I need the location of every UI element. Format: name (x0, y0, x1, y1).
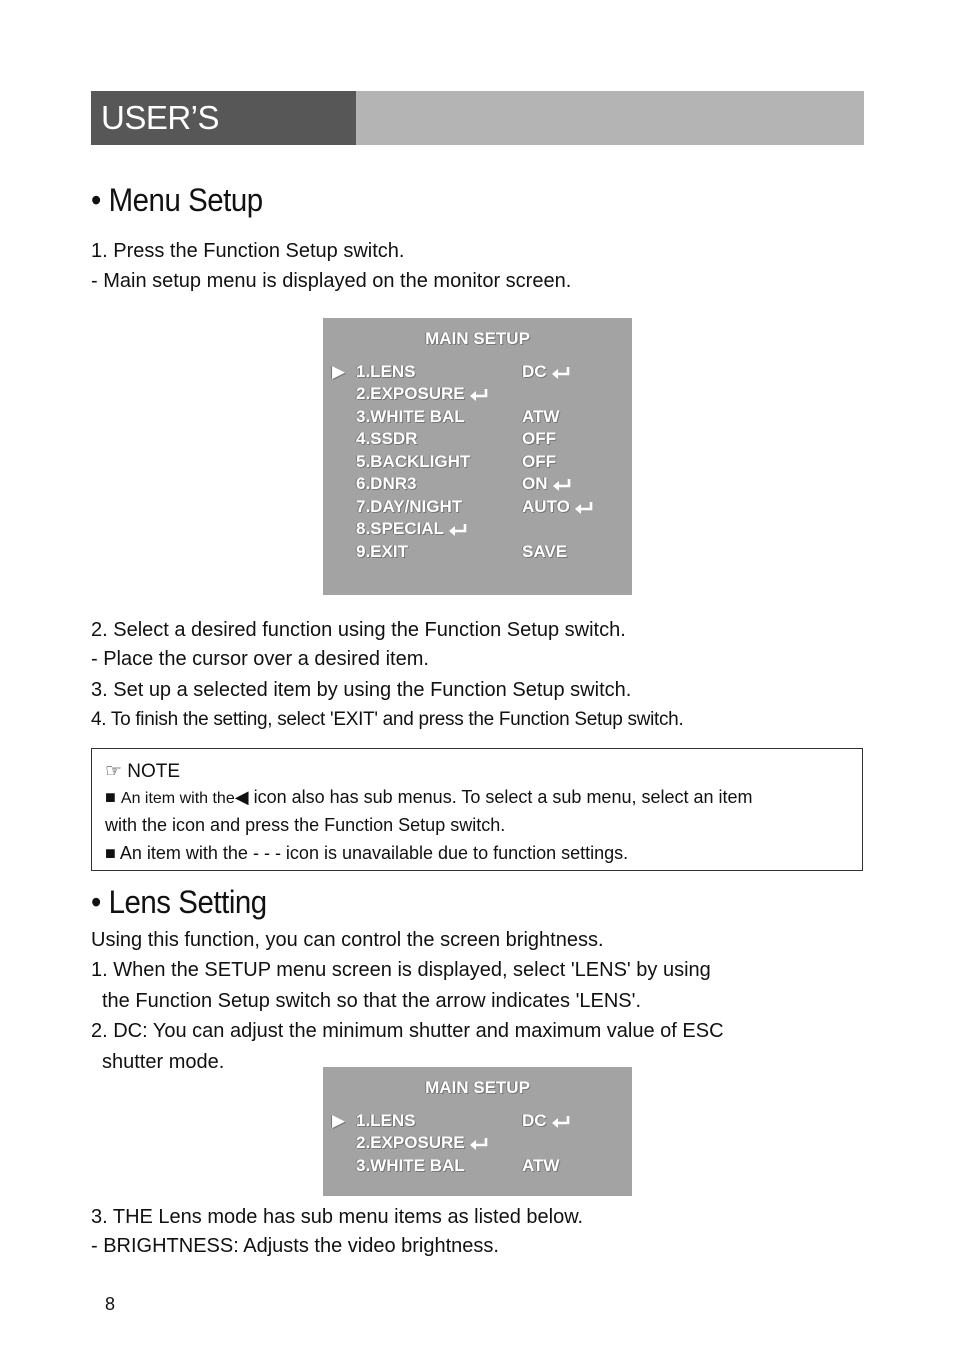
lens-step-1b: the Function Setup switch so that the arrow indicates 'LENS'. (102, 990, 642, 1012)
return-icon (552, 478, 572, 492)
menu-step-1-detail: - Main setup menu is displayed on the monitor screen. (91, 270, 572, 292)
osd-item-exit: 9.EXIT (356, 542, 408, 561)
note-line-2: with the icon and press the Function Setup switch. (105, 815, 506, 835)
osd-value-backlight: OFF (522, 452, 556, 471)
osd-value-white-bal: ATW (522, 1156, 560, 1175)
return-icon (469, 388, 489, 402)
bullet-icon: ■ (105, 843, 116, 863)
menu-setup-title: • Menu Setup (91, 182, 263, 218)
osd-item-white-bal: 3.WHITE BAL (356, 1156, 465, 1175)
osd-item-white-bal: 3.WHITE BAL (356, 407, 465, 426)
menu-step-2: 2. Select a desired function using the Function Setup switch. (91, 619, 626, 641)
osd-item-dnr3: 6.DNR3 (356, 474, 417, 493)
note-heading: ☞ NOTE (105, 761, 181, 782)
menu-step-2-detail: - Place the cursor over a desired item. (91, 648, 429, 670)
osd-item-exposure: 2.EXPOSURE (356, 384, 489, 404)
osd-value-lens: DC (522, 362, 571, 382)
lens-intro: Using this function, you can control the screen brightness. (91, 929, 604, 951)
lens-setting-title: • Lens Setting (91, 884, 267, 920)
lens-step-3: 3. THE Lens mode has sub menu items as listed below. (91, 1206, 584, 1228)
osd-value-white-bal: ATW (522, 407, 560, 426)
cursor-icon: ▶ (332, 362, 346, 381)
cursor-icon: ▶ (332, 1111, 346, 1130)
menu-step-1: 1. Press the Function Setup switch. (91, 240, 405, 262)
osd-item-exposure: 2.EXPOSURE (356, 1133, 489, 1153)
page-number: 8 (105, 1294, 116, 1314)
osd-value-dnr3: ON (522, 474, 572, 494)
header-title: USER’S MANUAL (91, 91, 356, 145)
osd-lens-setup (323, 1067, 632, 1196)
osd-item-backlight: 5.BACKLIGHT (356, 452, 471, 471)
return-icon (469, 1137, 489, 1151)
osd-item-lens: 1.LENS (356, 362, 416, 381)
note-box (91, 748, 863, 871)
bullet-icon: ■ (105, 787, 116, 807)
osd-value-day-night: AUTO (522, 497, 594, 517)
osd-value-exit: SAVE (522, 542, 568, 561)
osd-title: MAIN SETUP (425, 329, 530, 348)
osd-value-ssdr: OFF (522, 429, 556, 448)
return-icon (551, 1115, 571, 1129)
return-icon (574, 501, 594, 515)
note-line-1: ■ An item with the◀ icon also has sub menus. To select a sub menu, select an item (105, 787, 753, 807)
return-icon (448, 523, 468, 537)
osd-value-lens: DC (522, 1111, 571, 1131)
submenu-arrow-icon: ◀ (234, 787, 249, 807)
osd-item-day-night: 7.DAY/NIGHT (356, 497, 463, 516)
osd-item-ssdr: 4.SSDR (356, 429, 418, 448)
lens-step-1a: 1. When the SETUP menu screen is displayed, select 'LENS' by using (91, 959, 711, 981)
note-line-3: ■ An item with the - - - icon is unavailable due to function settings. (105, 843, 629, 863)
lens-brightness: - BRIGHTNESS: Adjusts the video brightness. (91, 1235, 499, 1257)
menu-step-3: 3. Set up a selected item by using the Function Setup switch. (91, 679, 632, 701)
menu-step-4: 4. To finish the setting, select 'EXIT' and press the Function Setup switch. (91, 709, 684, 730)
osd-main-setup (323, 318, 632, 595)
lens-step-2a: 2. DC: You can adjust the minimum shutter and maximum value of ESC (91, 1020, 724, 1042)
osd-item-lens: 1.LENS (356, 1111, 416, 1130)
osd-title: MAIN SETUP (425, 1078, 530, 1097)
return-icon (551, 366, 571, 380)
lens-step-2b: shutter mode. (102, 1051, 225, 1073)
osd-item-special: 8.SPECIAL (356, 519, 468, 539)
